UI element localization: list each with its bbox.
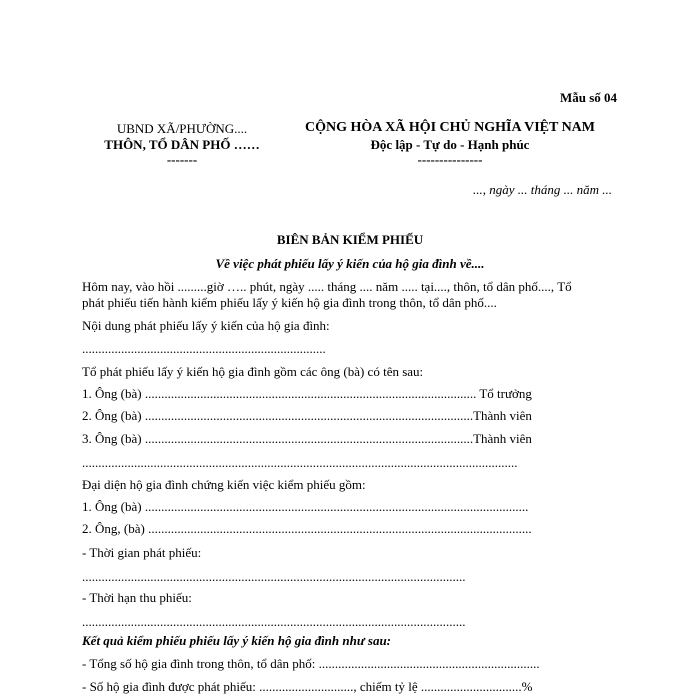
national-motto: Độc lập - Tự do - Hạnh phúc <box>370 137 530 152</box>
form-number: Mẫu số 04 <box>559 90 617 105</box>
members-dots: ...................................................................................................................................... <box>82 455 518 470</box>
national-title: CỘNG HÒA XÃ HỘI CHỦ NGHĨA VIỆT NAM <box>304 120 595 135</box>
content-dots: ........................................................................... <box>82 341 326 356</box>
issuer-rule: ------- <box>166 152 198 167</box>
result-heading: Kết quả kiểm phiếu phiếu lấy ý kiến hộ gia đình như sau: <box>82 633 392 648</box>
member-1: 1. Ông (bà) ...................................................................................................... Tổ trưởng <box>82 386 532 401</box>
result-total-households: - Tổng số hộ gia đình trong thôn, tổ dân phố: .................................................................... <box>82 656 540 671</box>
intro-line-1: Hôm nay, vào hồi .........giờ ….. phút, ngày ..... tháng .... năm ..... tại...., thôn, tổ dân phố...., Tổ <box>82 279 572 294</box>
issuer-line-1: UBND XÃ/PHƯỜNG.... <box>116 121 248 136</box>
time-collect-label: - Thời hạn thu phiếu: <box>82 590 192 605</box>
witness-1: 1. Ông (bà) ...................................................................................................................... <box>82 499 529 514</box>
witness-label: Đại diện hộ gia đình chứng kiến việc kiểm phiếu gồm: <box>82 477 366 492</box>
time-issue-dots: ...................................................................................................................... <box>82 569 466 584</box>
time-issue-label: - Thời gian phát phiếu: <box>82 545 202 560</box>
time-collect-dots: ...................................................................................................................... <box>82 614 466 629</box>
content-label: Nội dung phát phiếu lấy ý kiến của hộ gia đình: <box>82 318 330 333</box>
witness-2: 2. Ông, (bà) ...................................................................................................................... <box>82 521 532 536</box>
result-issued-households: - Số hộ gia đình được phát phiếu: ............................., chiếm tỷ lệ ...............................% <box>82 679 533 694</box>
issuer-line-2: THÔN, TỔ DÂN PHỐ …… <box>104 137 260 152</box>
date-line: ..., ngày ... tháng ... năm ... <box>472 182 612 197</box>
member-3: 3. Ông (bà) .....................................................................................................Thành viên <box>82 431 532 446</box>
motto-rule: --------------- <box>417 152 483 167</box>
document-subtitle: Về việc phát phiếu lấy ý kiến của hộ gia đình về.... <box>215 256 485 271</box>
document-title: BIÊN BẢN KIỂM PHIẾU <box>276 232 424 247</box>
intro-line-2: phát phiếu tiến hành kiểm phiếu lấy ý kiến hộ gia đình trong thôn, tổ dân phố.... <box>82 295 497 310</box>
members-label: Tổ phát phiếu lấy ý kiến hộ gia đình gồm các ông (bà) có tên sau: <box>82 364 424 379</box>
member-2: 2. Ông (bà) .....................................................................................................Thành viên <box>82 408 532 423</box>
